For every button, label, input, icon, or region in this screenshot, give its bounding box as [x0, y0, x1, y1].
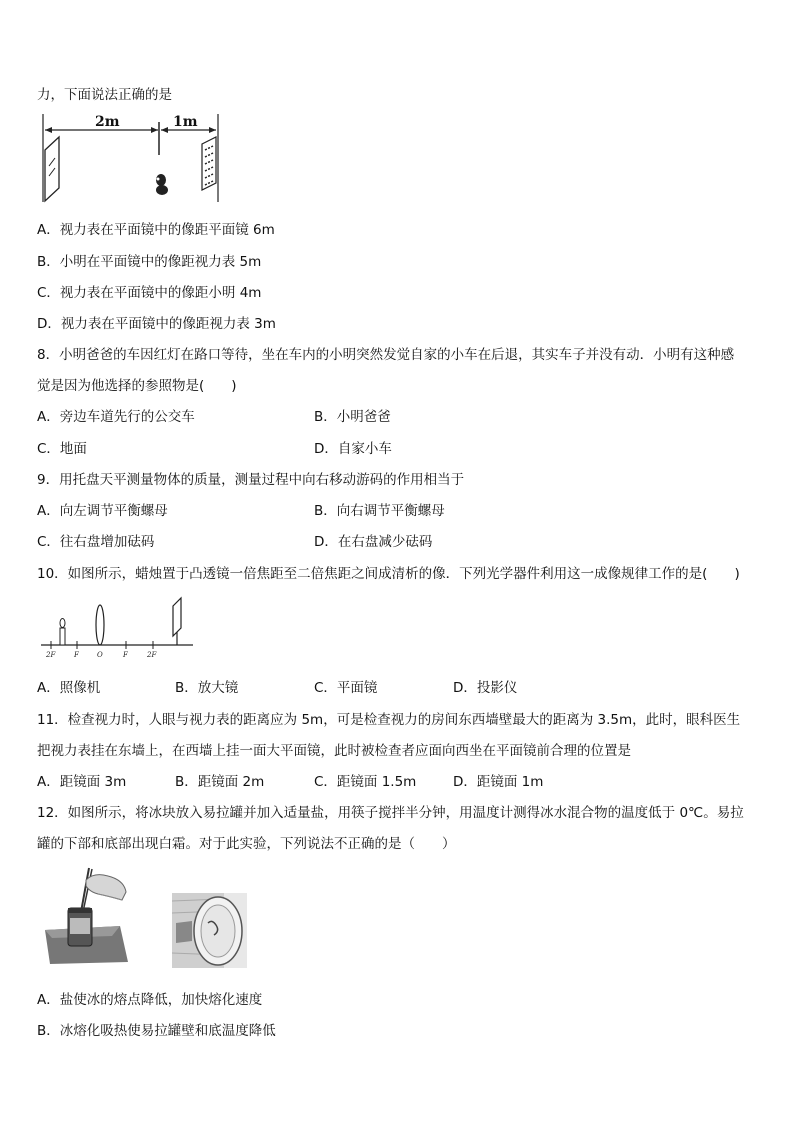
q12-stem-line1: 12．如图所示，将冰块放入易拉罐并加入适量盐，用筷子搅拌半分钟，用温度计测得冰水混合物的温度低于 0℃。易拉: [37, 805, 744, 821]
q10-label-2f-left: 2F: [46, 651, 56, 659]
q12-option-b: B．冰熔化吸热使易拉罐壁和底温度降低: [37, 1023, 276, 1039]
convex-lens-shape: [96, 605, 104, 645]
q8-stem-line2: 觉是因为他选择的参照物是( ): [37, 378, 237, 394]
q7-option-c: C．视力表在平面镜中的像距小明 4m: [37, 285, 262, 301]
q11-option-b: B．距镜面 2m: [175, 774, 265, 790]
q8-stem-line1: 8．小明爸爸的车因红灯在路口等待，坐在车内的小明突然发觉自家的小车在后退，其实车子并没有动．小明有这种感: [37, 347, 735, 363]
q9-option-d: D．在右盘减少砝码: [314, 534, 433, 550]
q10-stem: 10．如图所示，蜡烛置于凸透镜一倍焦距至二倍焦距之间成清析的像．下列光学器件利用这一成像规律工作的是( ): [37, 566, 740, 582]
q10-option-b: B．放大镜: [175, 680, 239, 696]
person-icon: [156, 174, 168, 195]
intro-line: 力，下面说法正确的是: [37, 87, 172, 103]
q10-label-f-right: F: [123, 651, 128, 659]
eye-chart-shape: [202, 137, 216, 190]
q12-option-a: A．盐使冰的熔点降低，加快熔化速度: [37, 992, 263, 1008]
q10-label-f-left: F: [74, 651, 79, 659]
q11-stem-line2: 把视力表挂在东墙上，在西墙上挂一面大平面镜，此时被检查者应面向西坐在平面镜前合理的位置是: [37, 743, 631, 759]
q10-option-c: C．平面镜: [314, 680, 378, 696]
q10-figure: [37, 592, 197, 662]
q11-option-a: A．距镜面 3m: [37, 774, 127, 790]
q8-option-d: D．自家小车: [314, 441, 392, 457]
q9-stem: 9．用托盘天平测量物体的质量，测量过程中向右移动游码的作用相当于: [37, 472, 465, 488]
q7-dist-right: 1m: [173, 114, 198, 130]
q7-option-b: B．小明在平面镜中的像距视力表 5m: [37, 254, 262, 270]
q10-option-a: A．照像机: [37, 680, 101, 696]
candle-icon: [60, 619, 65, 646]
q7-figure: [37, 110, 222, 205]
q7-option-d: D．视力表在平面镜中的像距视力表 3m: [37, 316, 276, 332]
q10-label-o: O: [97, 651, 103, 659]
q9-option-a: A．向左调节平衡螺母: [37, 503, 168, 519]
q7-dist-left: 2m: [95, 114, 120, 130]
q9-option-c: C．往右盘增加砝码: [37, 534, 155, 550]
q11-stem-line1: 11．检查视力时，人眼与视力表的距离应为 5m，可是检查视力的房间东西墙壁最大的距离为 3.5m，此时，眼科医生: [37, 712, 741, 728]
q12-photo-can-stirring: [42, 866, 130, 966]
q9-option-b: B．向右调节平衡螺母: [314, 503, 445, 519]
q7-option-a: A．视力表在平面镜中的像距平面镜 6m: [37, 222, 275, 238]
q10-label-2f-right: 2F: [147, 651, 157, 659]
screen-shape: [173, 598, 181, 645]
q12-photo-can-frost: [172, 893, 247, 968]
q12-stem-line2: 罐的下部和底部出现白霜。对于此实验，下列说法不正确的是（ ）: [37, 836, 456, 852]
q8-option-a: A．旁边车道先行的公交车: [37, 409, 195, 425]
q8-option-b: B．小明爸爸: [314, 409, 391, 425]
q10-option-d: D．投影仪: [453, 680, 518, 696]
q11-option-c: C．距镜面 1.5m: [314, 774, 417, 790]
q8-option-c: C．地面: [37, 441, 87, 457]
mirror-shape: [45, 137, 59, 201]
q11-option-d: D．距镜面 1m: [453, 774, 544, 790]
